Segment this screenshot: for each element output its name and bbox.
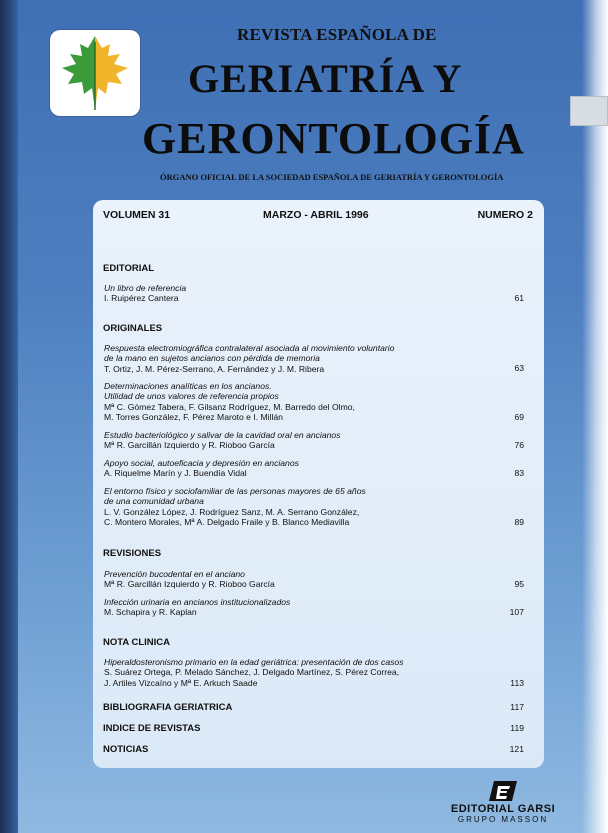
leaf-icon	[58, 34, 132, 112]
toc-entry[interactable]	[104, 458, 524, 479]
page-number: 61	[514, 293, 524, 303]
journal-logo	[50, 30, 140, 116]
toc-entry[interactable]	[104, 486, 524, 527]
publisher-logo-icon	[488, 780, 518, 802]
page-number: 95	[514, 579, 524, 589]
toc-entry[interactable]	[104, 657, 524, 688]
issue-number: NUMERO 2	[477, 209, 533, 221]
article-authors: Mª R. Garcillán Izquierdo y R. Rioboo García	[104, 440, 275, 451]
article-title-cont: de la mano en sujetos ancianos con pérdida de memoria	[104, 353, 320, 364]
page-number: 113	[510, 678, 524, 688]
toc-entry[interactable]	[104, 283, 524, 304]
volume: VOLUMEN 31	[103, 209, 171, 221]
article-authors-cont: C. Montero Morales, Mª A. Delgado Fraile y B. Blanco Mediavilla	[104, 516, 350, 527]
publisher-block	[448, 780, 558, 824]
publisher-name: EDITORIAL GARSI	[450, 803, 556, 815]
article-title: El entorno físico y sociofamiliar de las personas mayores de 65 años	[104, 486, 366, 496]
article-authors-cont: M. Torres González, F. Pérez Maroto e I. Millán	[104, 411, 283, 422]
article-title-cont: de una comunidad urbana	[104, 496, 204, 507]
toc-entry[interactable]	[104, 430, 524, 451]
article-authors: Mª C. Gómez Tabera, F. Gilsanz Rodríguez, M. Barredo del Olmo,	[104, 401, 355, 412]
page-number: 117	[510, 702, 524, 712]
publisher-group: GRUPO MASSON	[457, 815, 549, 824]
article-title: Infección urinaria en ancianos institucionalizados	[104, 597, 291, 607]
journal-pre-title: REVISTA ESPAÑOLA DE	[237, 25, 437, 44]
page-number: 83	[514, 468, 524, 478]
article-authors: A. Riquelme Marín y J. Buendía Vidal	[104, 468, 247, 479]
article-title: Hiperaldosteronismo primario en la edad geriátrica: presentación de dos casos	[104, 657, 404, 667]
article-title-cont: Utilidad de unos valores de referencia propios	[104, 391, 279, 402]
page-number: 121	[509, 744, 524, 754]
issue-date: MARZO - ABRIL 1996	[263, 209, 369, 221]
section-noticias[interactable]: NOTICIAS	[103, 744, 149, 755]
toc-entry[interactable]	[104, 597, 524, 618]
toc-entry[interactable]	[104, 343, 524, 374]
article-title: Un libro de referencia	[104, 283, 187, 293]
article-authors: M. Schapira y R. Kaplan	[104, 607, 197, 618]
article-title: Prevención bucodental en el anciano	[104, 569, 245, 579]
article-authors-cont: J. Artiles Vizcaíno y Mª E. Arkuch Saade	[104, 677, 258, 688]
article-title: Determinaciones analíticas en los ancianos.	[104, 381, 272, 391]
article-title: Estudio bacteriológico y salivar de la cavidad oral en ancianos	[104, 430, 341, 440]
section-editorial: EDITORIAL	[103, 263, 155, 274]
issue-info	[103, 209, 533, 225]
toc-entry[interactable]	[104, 569, 524, 590]
article-authors: I. Ruipérez Cantera	[104, 293, 179, 304]
toc-entry[interactable]	[104, 381, 524, 422]
section-nota-clinica: NOTA CLINICA	[103, 637, 171, 648]
section-revisiones: REVISIONES	[103, 548, 162, 559]
binding-spine	[0, 0, 18, 833]
article-authors: S. Suárez Ortega, P. Melado Sánchez, J. Delgado Martínez, S. Pérez Correa,	[104, 667, 400, 678]
page-number: 119	[510, 723, 524, 733]
article-authors: T. Ortiz, J. M. Pérez-Serrano, A. Fernández y J. M. Ribera	[104, 363, 325, 374]
page-number: 63	[514, 363, 524, 373]
page-number: 89	[514, 517, 524, 527]
journal-title-line2: GERONTOLOGÍA	[142, 114, 525, 163]
journal-title-line1: GERIATRÍA Y	[188, 56, 463, 101]
journal-subtitle: ÓRGANO OFICIAL DE LA SOCIEDAD ESPAÑOLA DE GERIATRÍA Y GERONTOLOGÍA	[160, 172, 504, 182]
page-number: 69	[514, 412, 524, 422]
article-title: Apoyo social, autoeficacia y depresión en ancianos	[104, 458, 299, 468]
page-number: 107	[509, 607, 524, 617]
article-authors: L. V. González López, J. Rodríguez Sanz, M. A. Serrano González,	[104, 506, 360, 517]
section-indice-revistas[interactable]: INDICE DE REVISTAS	[103, 723, 201, 734]
article-authors: Mª R. Garcillán Izquierdo y R. Rioboo García	[104, 579, 275, 590]
article-title: Respuesta electromiográfica contralateral asociada al movimiento voluntario	[104, 343, 395, 353]
section-originales: ORIGINALES	[103, 323, 163, 334]
section-bibliografia[interactable]: BIBLIOGRAFIA GERIATRICA	[103, 702, 233, 713]
table-of-contents	[93, 200, 544, 768]
paper-tab	[570, 96, 608, 126]
page-number: 76	[514, 440, 524, 450]
